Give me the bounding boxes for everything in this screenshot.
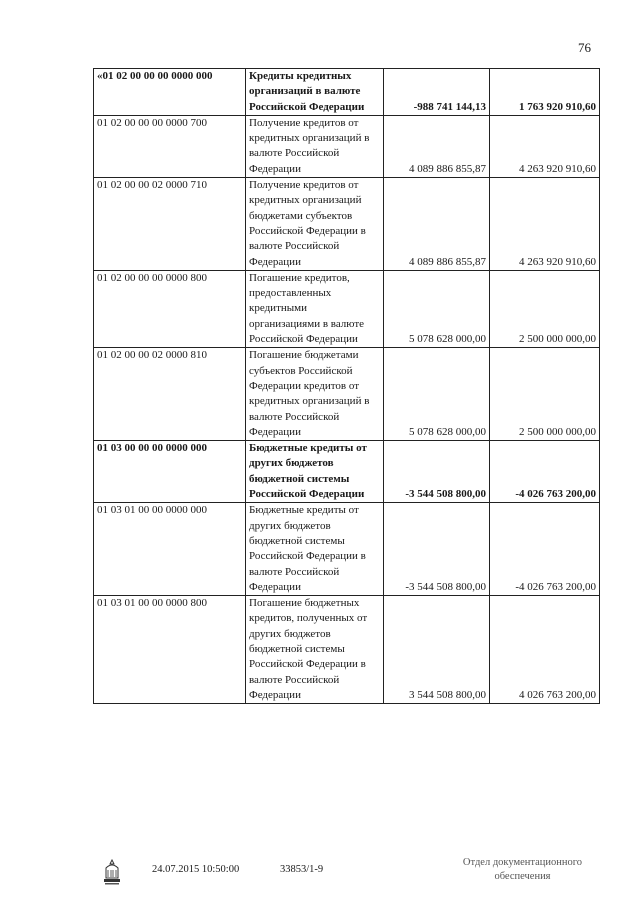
value-column-2-cell: -4 026 763 200,00 [490, 441, 600, 503]
budget-sources-table [93, 68, 600, 704]
table-row [94, 596, 600, 704]
footer-doc-number: 33853/1-9 [280, 864, 324, 875]
value-column-2-cell: 2 500 000 000,00 [490, 348, 600, 441]
stamp-line-2: обеспечения [494, 871, 551, 882]
budget-code-cell: 01 02 00 00 02 0000 810 [94, 348, 246, 441]
value-column-1-cell: 3 544 508 800,00 [384, 596, 490, 704]
value-column-2-cell: 4 026 763 200,00 [490, 596, 600, 704]
table-row [94, 69, 600, 116]
table-row [94, 115, 600, 177]
value-column-1-cell: -988 741 144,13 [384, 69, 490, 116]
table-row [94, 178, 600, 271]
stamp-line-1: Отдел документационного [462, 857, 583, 868]
item-name-cell: Получение кредитов от кредитных организаций в валюте Российской Федерации [246, 115, 384, 177]
value-column-1-cell: 4 089 886 855,87 [384, 178, 490, 271]
budget-code-cell: 01 03 01 00 00 0000 000 [94, 503, 246, 596]
value-column-2-cell: 1 763 920 910,60 [490, 69, 600, 116]
footer-date: 24.07.2015 10:50:00 [152, 864, 240, 875]
department-stamp [430, 856, 615, 884]
item-name-cell: Бюджетные кредиты от других бюджетов бюджетной системы Российской Федерации [246, 441, 384, 503]
budget-code-cell: 01 03 01 00 00 0000 800 [94, 596, 246, 704]
budget-code-cell: 01 03 00 00 00 0000 000 [94, 441, 246, 503]
value-column-1-cell: 5 078 628 000,00 [384, 270, 490, 347]
emblem-icon [102, 858, 122, 886]
budget-code-cell: 01 02 00 00 02 0000 710 [94, 178, 246, 271]
budget-code-cell: «01 02 00 00 00 0000 000 [94, 69, 246, 116]
item-name-cell: Погашение бюджетами субъектов Российской Федерации кредитов от кредитных организаций в валюте Российской Федерации [246, 348, 384, 441]
table-row [94, 503, 600, 596]
value-column-1-cell: -3 544 508 800,00 [384, 441, 490, 503]
value-column-1-cell: 5 078 628 000,00 [384, 348, 490, 441]
item-name-cell: Погашение бюджетных кредитов, полученных от других бюджетов бюджетной системы Российской Федерации в валюте Российской Федерации [246, 596, 384, 704]
page-number: 76 [578, 40, 591, 55]
value-column-2-cell: 4 263 920 910,60 [490, 178, 600, 271]
item-name-cell: Получение кредитов от кредитных организаций бюджетами субъектов Российской Федерации в валюте Российской Федерации [246, 178, 384, 271]
item-name-cell: Кредиты кредитных организаций в валюте Российской Федерации [246, 69, 384, 116]
table-row [94, 441, 600, 503]
value-column-1-cell: 4 089 886 855,87 [384, 115, 490, 177]
item-name-cell: Бюджетные кредиты от других бюджетов бюджетной системы Российской Федерации в валюте Российской Федерации [246, 503, 384, 596]
item-name-cell: Погашение кредитов, предоставленных кредитными организациями в валюте Российской Федерации [246, 270, 384, 347]
value-column-1-cell: -3 544 508 800,00 [384, 503, 490, 596]
table-body [94, 69, 600, 704]
budget-code-cell: 01 02 00 00 00 0000 700 [94, 115, 246, 177]
table-row [94, 348, 600, 441]
value-column-2-cell: 4 263 920 910,60 [490, 115, 600, 177]
budget-code-cell: 01 02 00 00 00 0000 800 [94, 270, 246, 347]
value-column-2-cell: -4 026 763 200,00 [490, 503, 600, 596]
value-column-2-cell: 2 500 000 000,00 [490, 270, 600, 347]
table-row [94, 270, 600, 347]
